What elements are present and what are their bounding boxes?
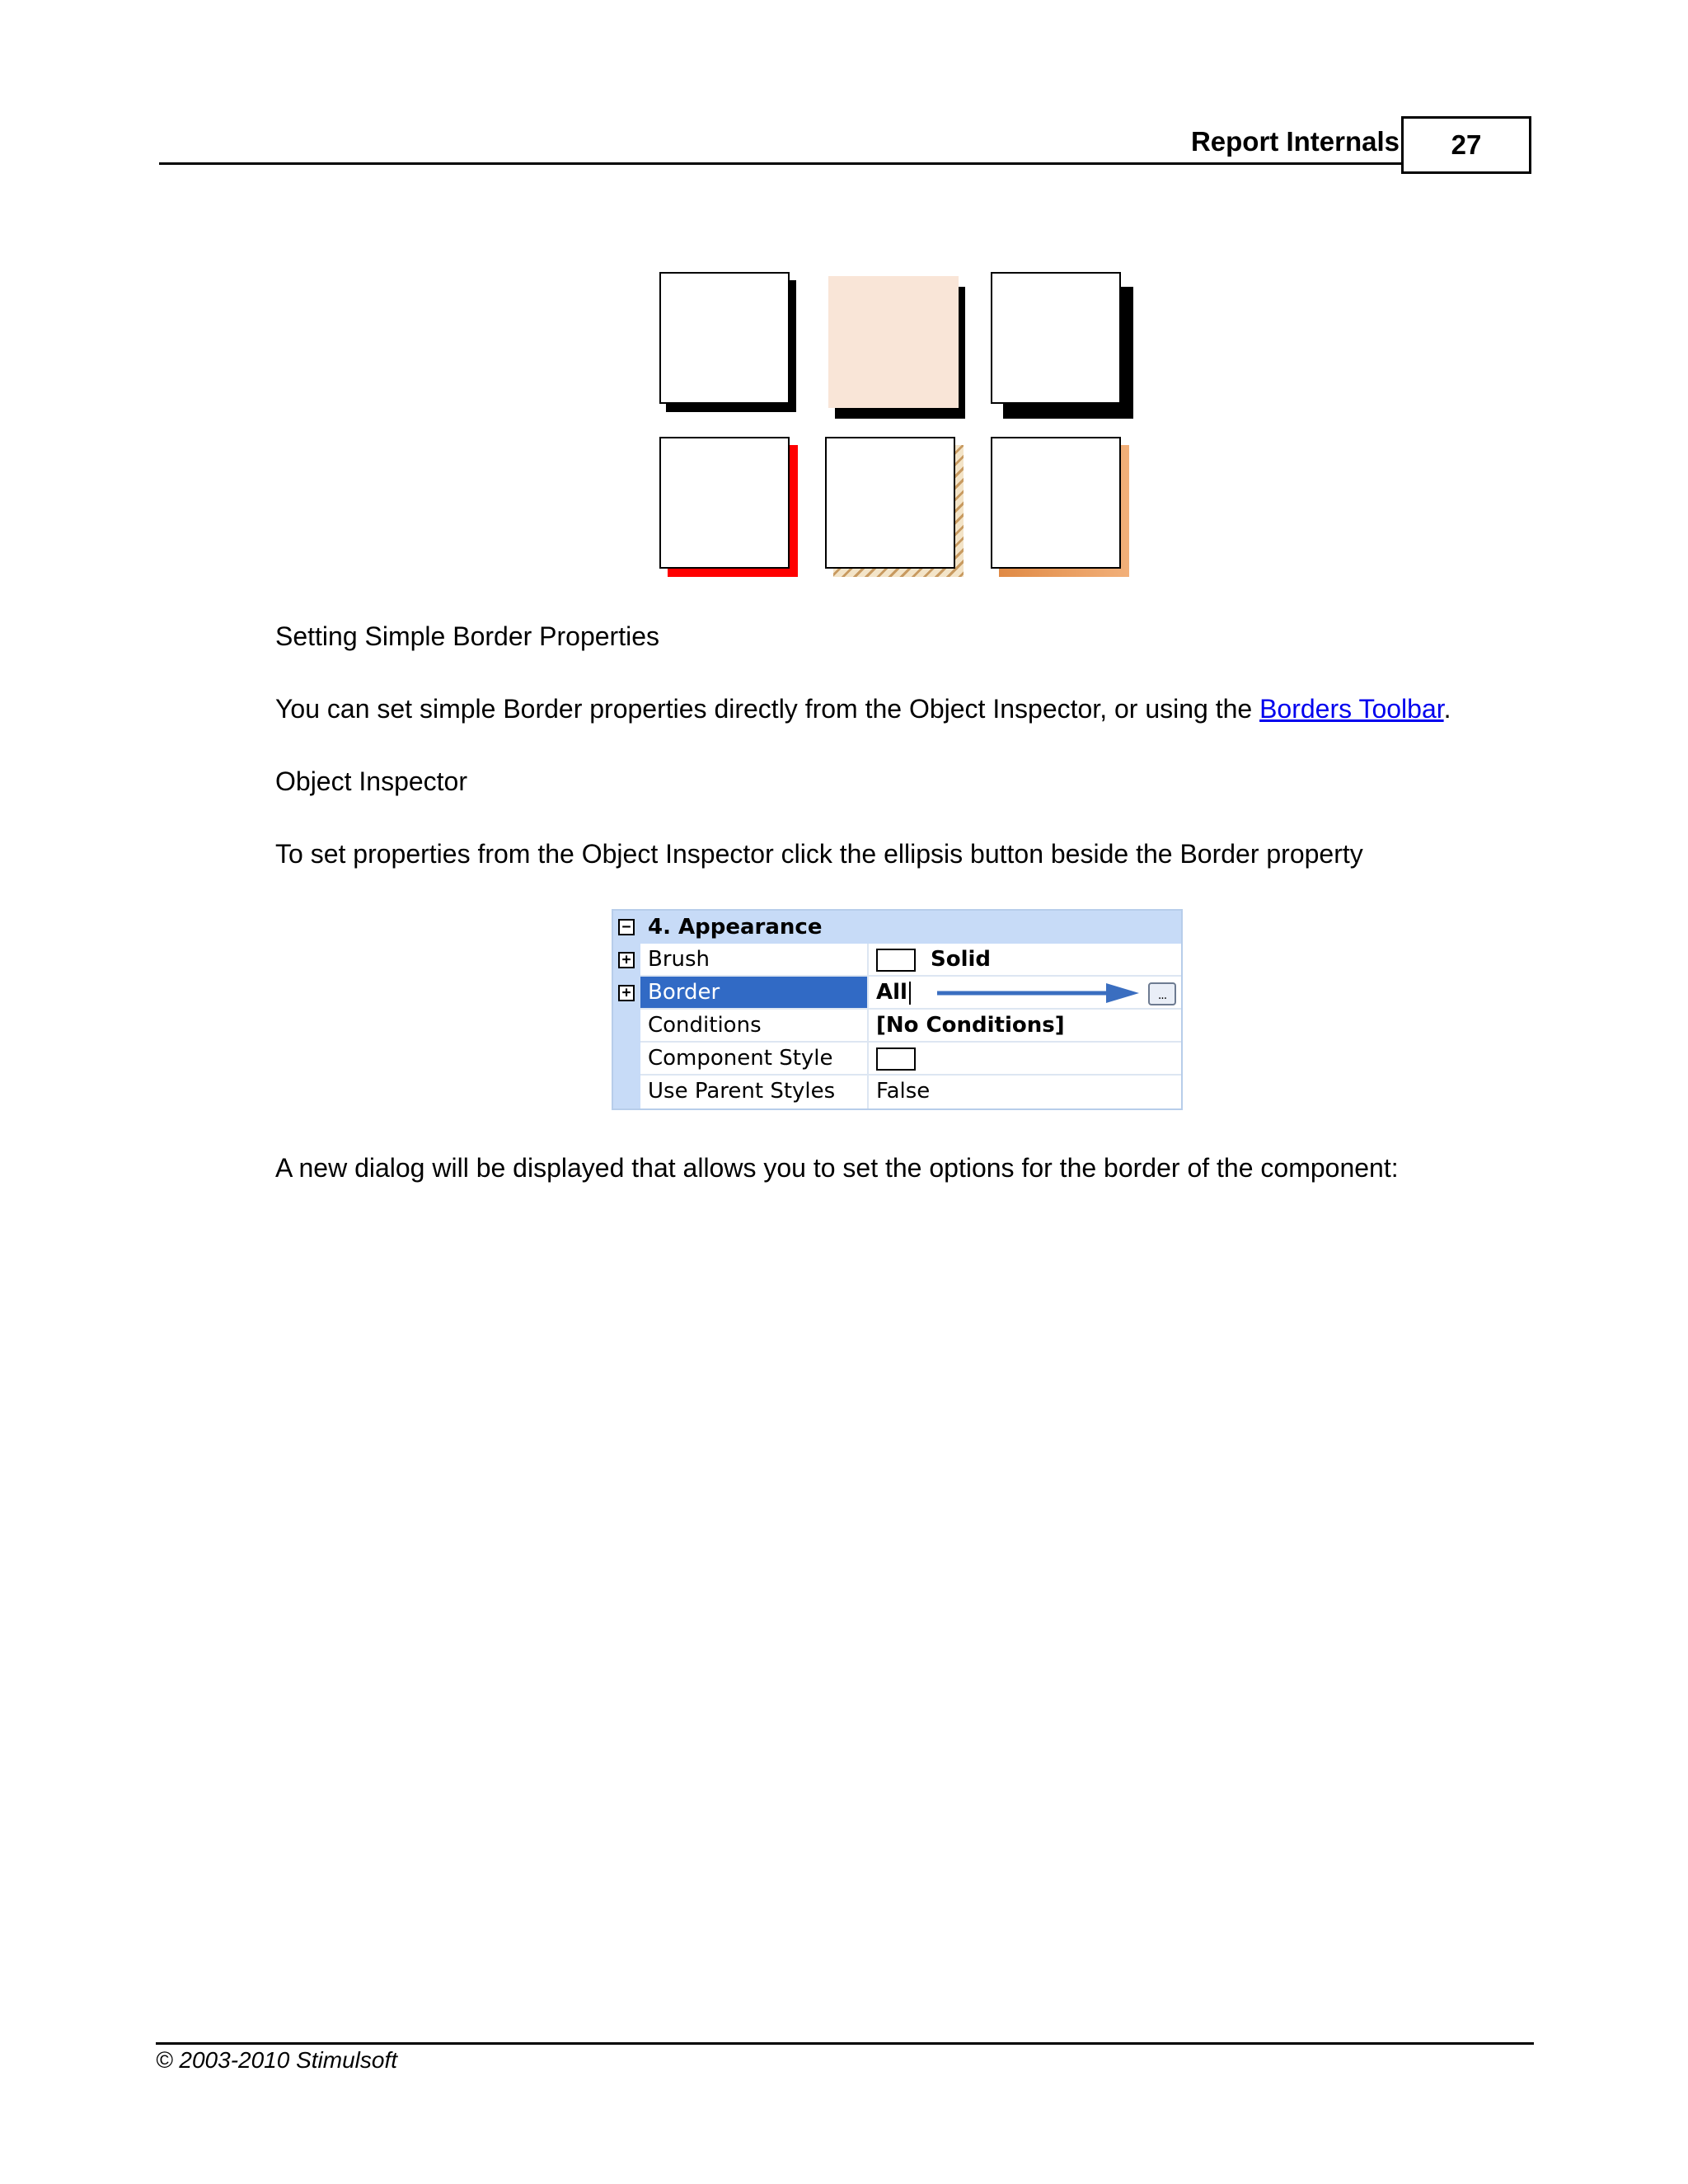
header-rule	[159, 162, 1404, 165]
heading-object-inspector: Object Inspector	[275, 766, 467, 796]
object-inspector-grid	[612, 909, 1183, 1110]
border-shadow-examples-figure	[659, 272, 1154, 585]
intro-period: .	[1443, 694, 1451, 724]
property-row-border[interactable]	[640, 977, 1181, 1010]
property-row-conditions[interactable]	[640, 1010, 1181, 1043]
brush-value: Solid	[931, 947, 992, 972]
property-value[interactable]: False	[876, 1079, 931, 1104]
property-name: Use Parent Styles	[640, 1076, 869, 1108]
dialog-description: A new dialog will be displayed that allows you to set the options for the border of the component:	[275, 1153, 1399, 1183]
instruction-paragraph: To set properties from the Object Inspector click the ellipsis button beside the Border property	[275, 839, 1363, 869]
intro-text: You can set simple Border properties directly from the Object Inspector, or using the	[275, 694, 1260, 724]
square-3	[991, 272, 1121, 404]
property-name: Conditions	[640, 1010, 869, 1041]
brush-swatch	[876, 949, 916, 972]
property-value[interactable]: [No Conditions]	[876, 1013, 1065, 1038]
property-row-brush[interactable]	[640, 944, 1181, 977]
property-value[interactable]	[871, 944, 1181, 975]
footer-rule	[156, 2042, 1534, 2045]
section-title: Report Internals	[1190, 126, 1400, 157]
square-5	[825, 437, 955, 569]
borders-toolbar-link[interactable]: Borders Toolbar	[1259, 694, 1444, 724]
property-name: Brush	[640, 944, 869, 975]
arrow-icon	[937, 981, 1143, 1005]
square-1	[659, 272, 790, 404]
copyright: © 2003-2010 Stimulsoft	[156, 2047, 398, 2073]
category-label: 4. Appearance	[648, 915, 823, 940]
property-row-component-style[interactable]	[640, 1043, 1181, 1076]
category-appearance[interactable]	[613, 911, 1181, 944]
text-cursor	[909, 982, 911, 1005]
property-value[interactable]	[871, 1043, 1181, 1074]
property-name: Component Style	[640, 1043, 869, 1074]
collapse-icon[interactable]: −	[618, 919, 635, 935]
border-value: All	[876, 980, 907, 1005]
square-6	[991, 437, 1121, 569]
property-row-use-parent-styles[interactable]	[640, 1076, 1181, 1108]
page-number: 27	[1401, 116, 1531, 174]
expand-border-icon[interactable]: +	[618, 985, 635, 1001]
style-swatch	[876, 1047, 916, 1071]
intro-paragraph	[275, 692, 1451, 725]
expand-brush-icon[interactable]: +	[618, 952, 635, 968]
property-value[interactable]	[871, 977, 1181, 1008]
square-4	[659, 437, 790, 569]
square-2	[828, 276, 959, 408]
heading-simple-border: Setting Simple Border Properties	[275, 621, 659, 651]
ellipsis-button[interactable]: ...	[1148, 982, 1176, 1005]
property-name: Border	[640, 977, 869, 1008]
